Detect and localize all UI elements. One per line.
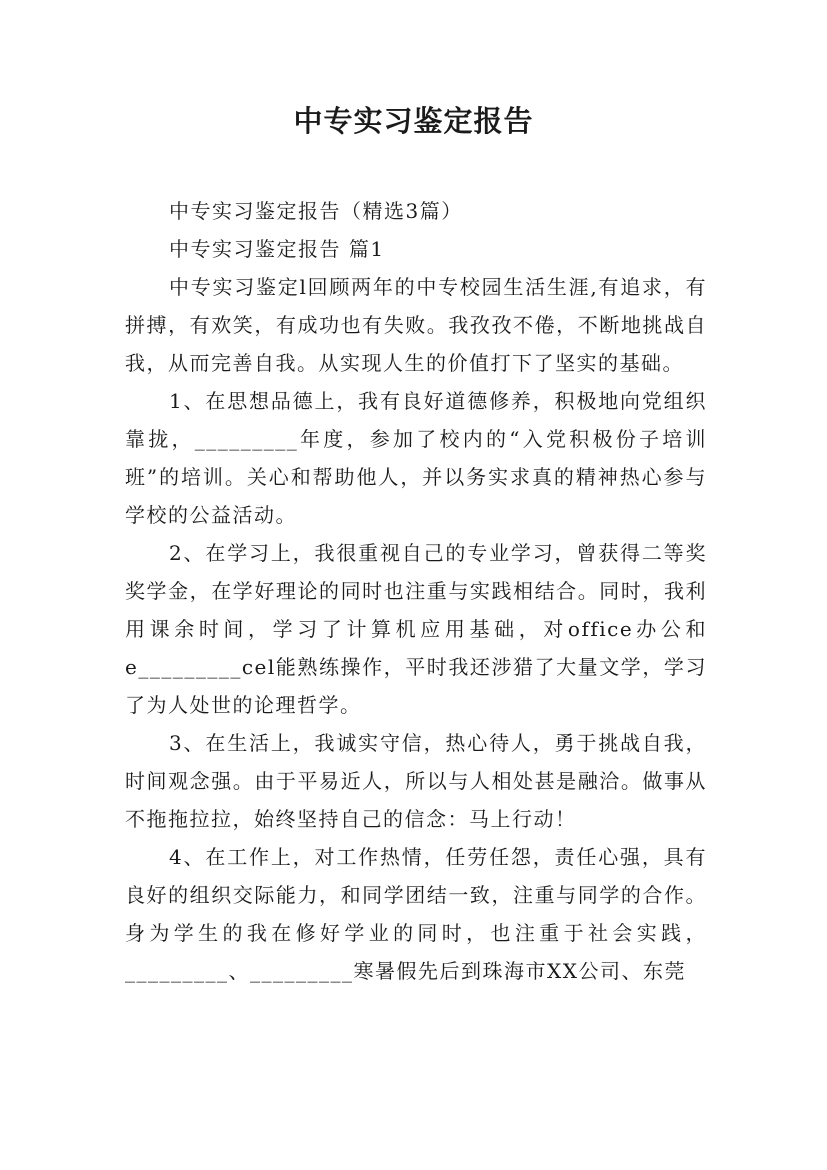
paragraph-point-4: 4、在工作上，对工作热情，任劳任怨，责任心强，具有良好的组织交际能力，和同学团结一致，注重与同学的合作。身为学生的我在修好学业的同时，也注重于社会实践，_________、_________寒暑假先后到珠海市XX公司、东莞 xyxy=(125,845,707,983)
paragraph-point-1: 1、在思想品德上，我有良好道德修养，积极地向党组织靠拢，_________年度，参加了校内的“入党积极份子培训班”的培训。关心和帮助他人，并以务实求真的精神热心参与学校的公益活动。 xyxy=(125,389,707,527)
paragraph-section-heading: 中专实习鉴定报告 篇1 xyxy=(169,237,385,261)
document-title: 中专实习鉴定报告 xyxy=(293,104,534,138)
document-body xyxy=(125,192,707,990)
paragraph-point-3: 3、在生活上，我诚实守信，热心待人，勇于挑战自我，时间观念强。由于平易近人，所以与人相处甚是融洽。做事从不拖拖拉拉，始终坚持自己的信念：马上行动！ xyxy=(125,731,707,831)
paragraph-intro: 中专实习鉴定l回顾两年的中专校园生活生涯,有追求，有拼搏，有欢笑，有成功也有失败。我孜孜不倦，不断地挑战自我，从而完善自我。从实现人生的价值打下了坚实的基础。 xyxy=(125,275,707,375)
paragraph-subtitle: 中专实习鉴定报告（精选3篇） xyxy=(169,199,463,223)
paragraph-point-2: 2、在学习上，我很重视自己的专业学习，曾获得二等奖奖学金，在学好理论的同时也注重与实践相结合。同时，我利用课余时间，学习了计算机应用基础，对office办公和e_________cel能熟练操作，平时我还涉猎了大量文学，学习了为人处世的论理哲学。 xyxy=(125,541,707,717)
